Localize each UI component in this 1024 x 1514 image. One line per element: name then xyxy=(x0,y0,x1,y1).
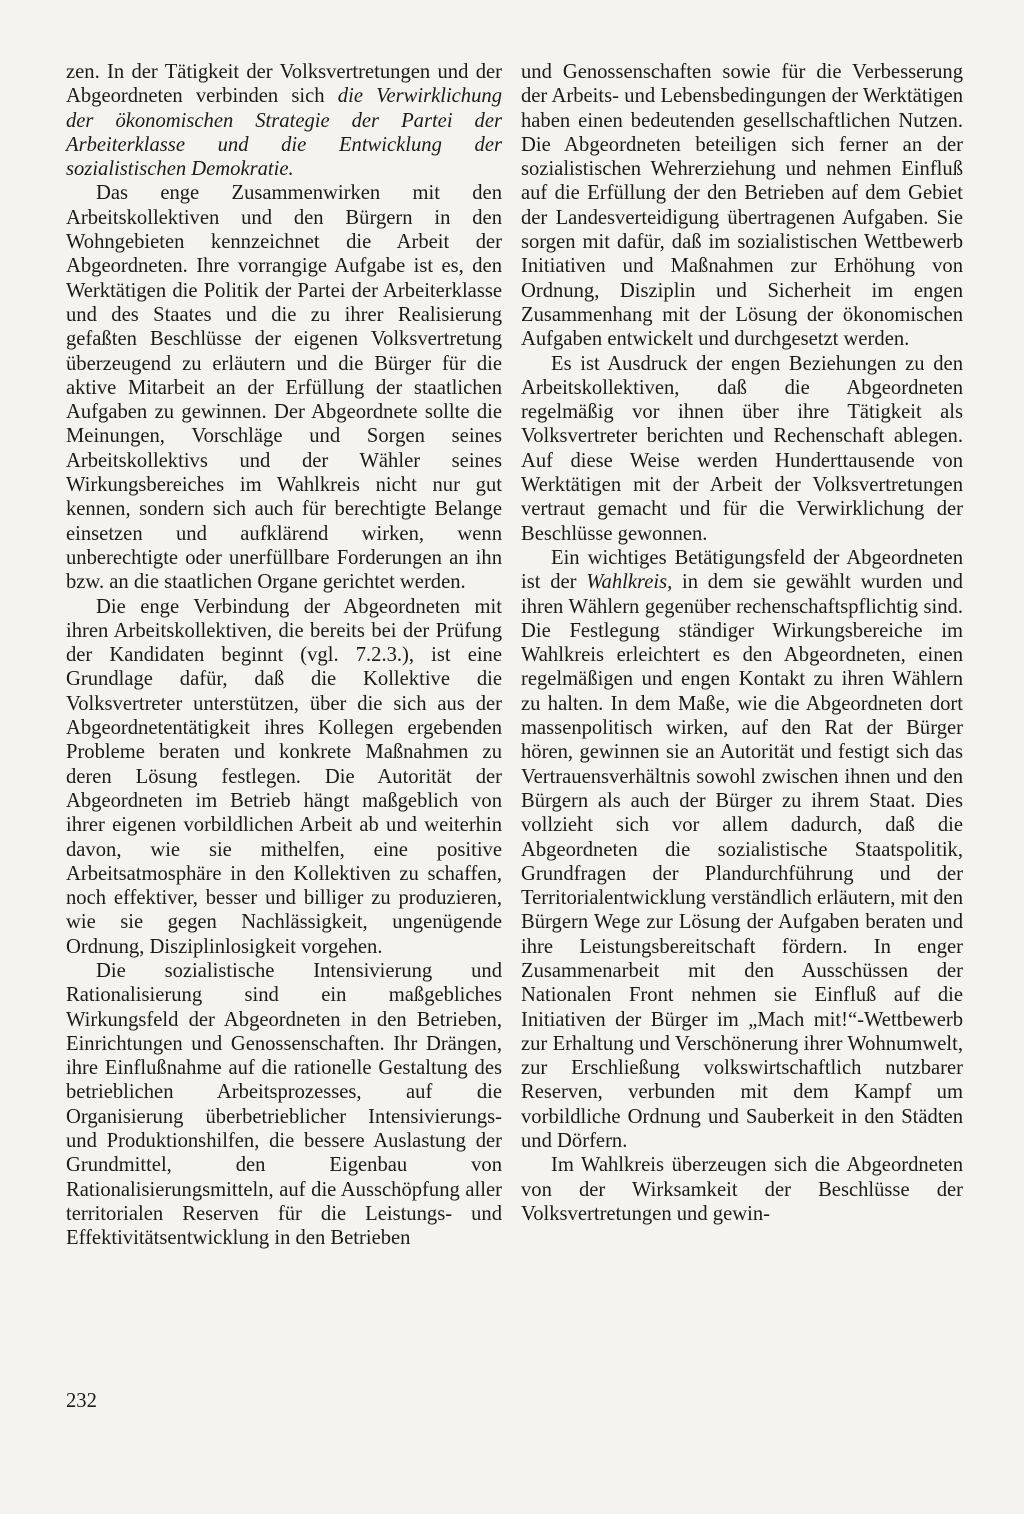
paragraph: Die enge Verbindung der Abgeordneten mit ihren Arbeitskollektiven, die bereits bei der Prüfung der Kandidaten beginnt (vgl. 7.2.3.), ist eine Grundlage dafür, daß die Kollektive die Volksvertreter unterstützen, über die sich aus der Abgeordnetentätigkeit ihres Kollegen ergebenden Probleme beraten und konkrete Maßnahmen zu deren Lösung festlegen. Die Autorität der Abgeordneten im Betrieb hängt maßgeblich von ihrer eigenen vorbildlichen Arbeit ab und weiterhin davon, wie sie mithelfen, eine positive Arbeitsatmosphäre in den Kollektiven zu schaffen, noch effektiver, besser und billiger zu produzieren, wie sie gegen Nachlässigkeit, ungenügende Ordnung, Disziplinlosigkeit vorgehen. xyxy=(66,595,502,958)
paragraph xyxy=(521,546,963,1153)
page-number: 232 xyxy=(66,1390,97,1412)
paragraph: Im Wahlkreis überzeugen sich die Abgeordneten von der Wirksamkeit der Beschlüsse der Volksvertretungen und gewin- xyxy=(521,1154,963,1225)
paragraph: Das enge Zusammenwirken mit den Arbeitskollektiven und den Bürgern in den Wohngebieten kennzeichnet die Arbeit der Abgeordneten. Ihre vorrangige Aufgabe ist es, den Werktätigen die Politik der Partei der Arbeiterklasse und des Staates und die zu ihrer Realisierung gefaßten Beschlüsse der eigenen Volksvertretung überzeugend zu erläutern und die Bürger für die aktive Mitarbeit an der Erfüllung der staatlichen Aufgaben zu gewinnen. Der Abgeordnete sollte die Meinungen, Vorschläge und Sorgen seines Arbeitskollektivs und der Wähler seines Wirkungsbereiches im Wahlkreis nicht nur gut kennen, sondern sich auch für berechtigte Belange einsetzen und aufklärend wirken, wenn unberechtigte oder unerfüllbare Forderungen an ihn bzw. an die staatlichen Organe gerichtet werden. xyxy=(66,182,502,594)
paragraph-text: Ein wichtiges Betätigungsfeld der Abgeordneten ist der xyxy=(521,546,963,594)
paragraph-text: in dem sie gewählt wurden und ihren Wählern gegenüber rechenschaftspflichtig sind. Die Festlegung ständiger Wirkungsbereiche im Wahlkreis erleichtert es den Abgeordneten, einen regelmäßigen und engen Kontakt zu ihren Wählern zu halten. In dem Maße, wie die Abgeordneten dort massenpolitisch wirken, auf den Rat der Bürger hören, gewinnen sie an Autorität und festigt sich das Vertrauensverhältnis sowohl zwischen ihnen und den Bürgern als auch der Bürger zu ihrem Staat. Dies vollzieht sich vor allem dadurch, daß die Abgeordneten die sozialistische Staatspolitik, Grundfragen der Plandurchführung und der Territorialentwicklung verständlich erläutern, mit den Bürgern Wege zur Lösung der Aufgaben beraten und ihre Leistungsbereitschaft fördern. In enger Zusammenarbeit mit den Ausschüssen der Nationalen Front nehmen sie Einfluß auf die Initiativen der Bürger im „Mach mit!“-Wettbewerb zur Erhaltung und Verschönerung ihrer Wohnumwelt, zur Erschließung volkswirtschaftlich nutzbarer Reserven, verbunden mit dem Kampf um vorbildliche Ordnung und Sauberkeit in den Städten und Dörfern. xyxy=(521,571,963,1153)
paragraph-text: zen. In der Tätigkeit der Volksvertretungen und der Abgeordneten verbinden sich xyxy=(66,61,502,108)
paragraph xyxy=(66,60,502,181)
emphasized-text: die Verwirklichung der ökonomischen Strategie der Partei der Arbeiterklasse und die Entwicklung der sozialistischen Demokratie. xyxy=(66,85,502,181)
left-text-column xyxy=(66,60,502,1251)
right-text-column xyxy=(521,60,963,1226)
paragraph: Die sozialistische Intensivierung und Rationalisierung sind ein maßgebliches Wirkungsfeld der Abgeordneten in den Betrieben, Einrichtungen und Genossenschaften. Ihr Drängen, ihre Einflußnahme auf die rationelle Gestaltung des betrieblichen Arbeitsprozesses, auf die Organisierung überbetrieblicher Intensivierungs- und Produktionshilfen, die bessere Auslastung der Grundmittel, den Eigenbau von Rationalisierungsmitteln, auf die Ausschöpfung aller territorialen Reserven für die Leistungs- und Effektivitätsentwicklung in den Betrieben xyxy=(66,959,502,1250)
paragraph: und Genossenschaften sowie für die Verbesserung der Arbeits- und Lebensbedingungen der Werktätigen haben einen bedeutenden gesellschaftlichen Nutzen. Die Abgeordneten beteiligen sich ferner an der sozialistischen Wehrerziehung und nehmen Einfluß auf die Erfüllung der den Betrieben auf dem Gebiet der Landesverteidigung übertragenen Aufgaben. Sie sorgen mit dafür, daß im sozialistischen Wettbewerb Initiativen und Maßnahmen zur Erhöhung von Ordnung, Disziplin und Sicherheit im engen Zusammenhang mit der Lösung der ökonomischen Aufgaben entwickelt und durchgesetzt werden. xyxy=(521,61,963,351)
emphasized-text: Wahlkreis, xyxy=(586,571,673,594)
paragraph: Es ist Ausdruck der engen Beziehungen zu den Arbeitskollektiven, daß die Abgeordneten regelmäßig vor ihnen über ihre Tätigkeit als Volksvertreter berichten und Rechenschaft ablegen. Auf diese Weise werden Hunderttausende von Werktätigen mit der Arbeit der Volksvertretungen vertraut gemacht und für die Verwirklichung der Beschlüsse gewonnen. xyxy=(521,352,963,545)
